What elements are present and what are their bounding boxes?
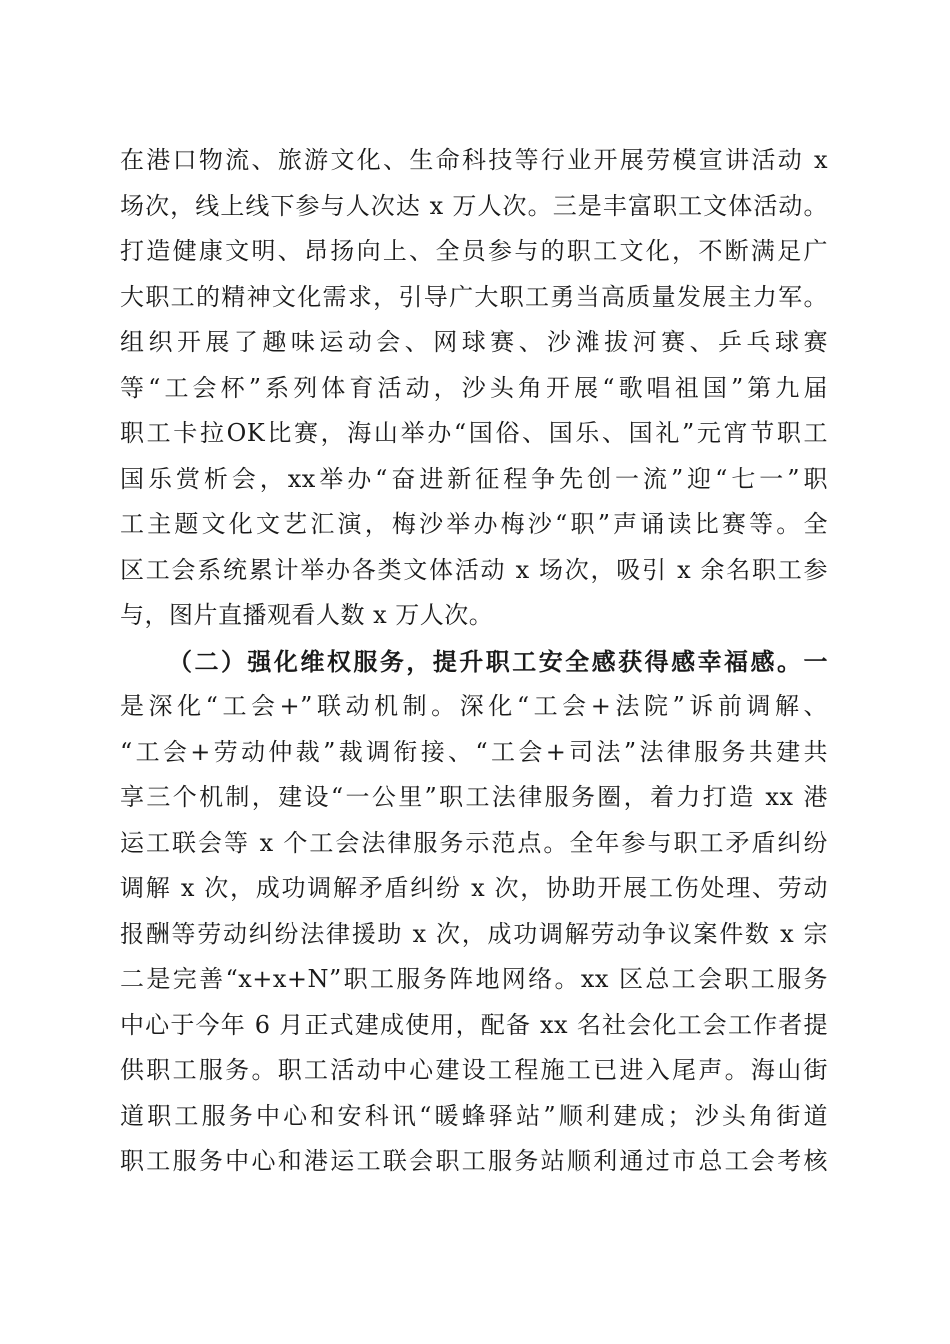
body-text-line: 国乐赏析会，xx举办“奋进新征程争先创一流”迎“七一”职 xyxy=(120,464,828,493)
paragraph-culture-sports xyxy=(120,138,828,639)
body-text-line: 工主题文化文艺汇演，梅沙举办梅沙“职”声诵读比赛等。全 xyxy=(120,510,828,538)
body-text-line: 中心于今年 6 月正式建成使用，配备 xx 名社会化工会工作者提 xyxy=(120,1010,828,1039)
body-text-line: 道职工服务中心和安科讯“暖蜂驿站”顺利建成；沙头角街道 xyxy=(120,1101,828,1130)
body-text-line: 二是完善“x+x+N”职工服务阵地网络。xx 区总工会职工服务 xyxy=(120,965,828,993)
body-text-line: 报酬等劳动纠纷法律援助 x 次，成功调解劳动争议案件数 x 宗 xyxy=(120,919,828,948)
body-text-line-last: 与，图片直播观看人数 x 万人次。 xyxy=(120,601,494,629)
body-text-line: 职工卡拉OK比赛，海山举办“国俗、国乐、国礼”元宵节职工 xyxy=(120,419,828,447)
body-text-line: 打造健康文明、昂扬向上、全员参与的职工文化，不断满足广 xyxy=(120,237,828,265)
body-text-line: 供职工服务。职工活动中心建设工程施工已进入尾声。海山街 xyxy=(120,1056,828,1084)
body-text-line: “工会+劳动仲裁”裁调衔接、“工会+司法”法律服务共建共 xyxy=(120,737,828,766)
body-text-line: 组织开展了趣味运动会、网球赛、沙滩拔河赛、乒乓球赛 xyxy=(120,328,828,356)
body-text-line: 享三个机制，建设“一公里”职工法律服务圈，着力打造 xx 港 xyxy=(120,783,828,811)
body-text-line: 场次，线上线下参与人次达 x 万人次。三是丰富职工文体活动。 xyxy=(120,191,828,220)
body-text-line: 运工联会等 x 个工会法律服务示范点。全年参与职工矛盾纠纷 xyxy=(120,828,828,857)
body-text-line: 等“工会杯”系列体育活动，沙头角开展“歌唱祖国”第九届 xyxy=(120,373,828,402)
body-text-line: 在港口物流、旅游文化、生命科技等行业开展劳模宣讲活动 x xyxy=(120,146,828,174)
section-heading-line: （二）强化维权服务，提升职工安全感获得感幸福感。一 xyxy=(168,646,828,676)
body-text-line: 调解 x 次，成功调解矛盾纠纷 x 次，协助开展工伤处理、劳动 xyxy=(120,874,828,902)
body-text-line: 是深化“工会+”联动机制。深化“工会+法院”诉前调解、 xyxy=(120,692,828,720)
paragraph-rights-service xyxy=(120,639,828,1185)
body-text-line: 区工会系统累计举办各类文体活动 x 场次，吸引 x 余名职工参 xyxy=(120,555,828,584)
document-page xyxy=(120,138,828,1185)
body-text-line: 职工服务中心和港运工联会职工服务站顺利通过市总工会考核 xyxy=(120,1147,828,1175)
body-text-line: 大职工的精神文化需求，引导广大职工勇当高质量发展主力军。 xyxy=(120,282,828,311)
